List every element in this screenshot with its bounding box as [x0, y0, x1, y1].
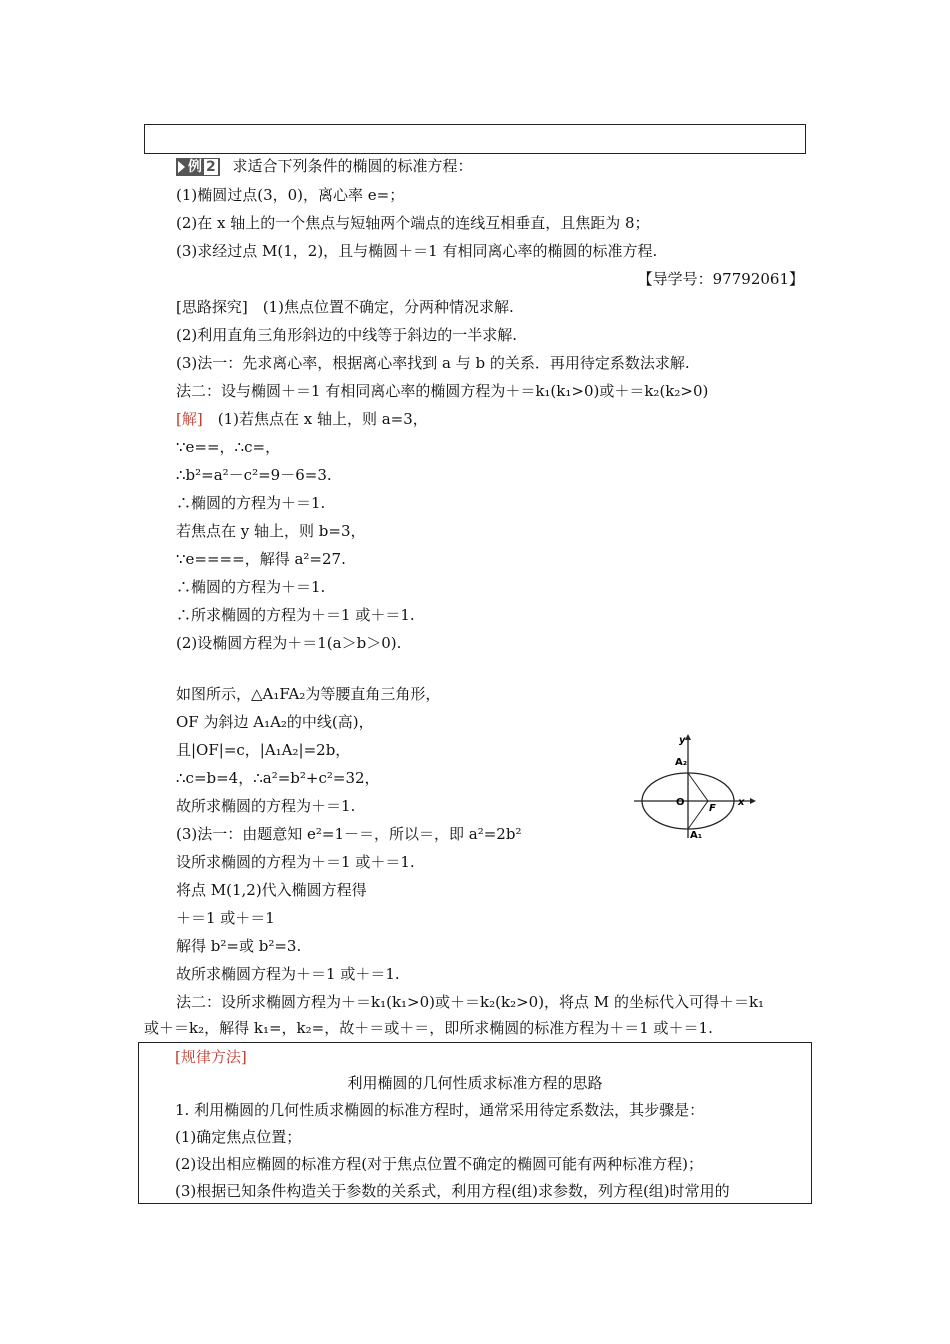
- label-x: x: [738, 797, 745, 808]
- analysis-line: [思路探究] (1)焦点位置不确定，分两种情况求解.: [176, 298, 514, 316]
- example-item: (2)在 x 轴上的一个焦点与短轴两个端点的连线互相垂直，且焦距为 8；: [176, 214, 650, 232]
- label-a1: A₁: [690, 830, 703, 841]
- part2-line: 如图所示，△A₁FA₂为等腰直角三角形，: [176, 685, 441, 703]
- part2-line: 解得 b²=或 b²=3.: [176, 937, 302, 955]
- part2-line: ＋＝1 或＋＝1: [176, 909, 275, 927]
- header-box: [144, 124, 806, 154]
- label-o: O: [676, 797, 685, 808]
- method-line: (1)确定焦点位置；: [175, 1128, 302, 1146]
- analysis-line: (3)法一：先求离心率，根据离心率找到 a 与 b 的关系．再用待定系数法求解.: [176, 354, 690, 372]
- part2-line: (3)法一：由题意知 e²=1－＝，所以＝，即 a²=2b²: [176, 825, 522, 843]
- solution-line: ∵e====，解得 a²=27.: [176, 550, 346, 568]
- method-line: (3)根据已知条件构造关于参数的关系式，利用方程(组)求参数，列方程(组)时常用的: [175, 1182, 730, 1200]
- part2-line: 将点 M(1,2)代入椭圆方程得: [176, 881, 367, 899]
- guide-number: 【导学号：97792061】: [637, 270, 804, 288]
- solution-line: 若焦点在 y 轴上，则 b=3，: [176, 522, 366, 540]
- solution-line: ∴b²=a²－c²=9－6=3.: [176, 466, 332, 484]
- method2-line: 法二：设所求椭圆方程为＋＝k₁(k₁>0)或＋＝k₂(k₂>0)，将点 M 的坐标代入可得＋＝k₁: [176, 993, 765, 1011]
- method-line: 1. 利用椭圆的几何性质求椭圆的标准方程时，通常采用待定系数法，其步骤是：: [175, 1101, 705, 1119]
- label-y: y: [679, 735, 686, 746]
- part2-line: 设所求椭圆的方程为＋＝1 或＋＝1.: [176, 853, 415, 871]
- solution-first-line: [176, 409, 428, 429]
- analysis-line: (2)利用直角三角形斜边的中线等于斜边的一半求解.: [176, 326, 518, 344]
- solution-line: ∴所求椭圆的方程为＋＝1 或＋＝1.: [176, 606, 415, 624]
- part2-line: ∴c=b=4，∴a²=b²+c²=32，: [176, 769, 380, 787]
- label-a2: A₂: [675, 757, 688, 768]
- label-f: F: [709, 803, 716, 814]
- ellipse-figure: [632, 734, 756, 842]
- method2-line: 或＋＝k₂，解得 k₁=，k₂=，故＋＝或＋＝，即所求椭圆的标准方程为＋＝1 或＋＝1.: [144, 1019, 713, 1037]
- solution-line: ∴椭圆的方程为＋＝1.: [176, 494, 326, 512]
- method-box: [138, 1042, 812, 1204]
- example-tag-number: 2: [206, 159, 216, 175]
- part2-line: OF 为斜边 A₁A₂的中线(高)，: [176, 713, 374, 731]
- example-tag-label: 例: [188, 159, 202, 175]
- solution-line: (2)设椭圆方程为＋＝1(a＞b＞0).: [176, 634, 402, 652]
- solution-line: ∴椭圆的方程为＋＝1.: [176, 578, 326, 596]
- example-prompt: 求适合下列条件的椭圆的标准方程：: [232, 157, 473, 175]
- example-item: (3)求经过点 M(1，2)，且与椭圆＋＝1 有相同离心率的椭圆的标准方程.: [176, 242, 658, 260]
- y-axis-arrow: [685, 734, 691, 740]
- solution-label: [解]: [176, 410, 203, 428]
- part2-line: 故所求椭圆方程为＋＝1 或＋＝1.: [176, 965, 400, 983]
- part2-line: 且|OF|=c，|A₁A₂|=2b，: [176, 741, 351, 759]
- method-line: (2)设出相应椭圆的标准方程(对于焦点位置不确定的椭圆可能有两种标准方程)；: [175, 1155, 703, 1173]
- example-heading: [176, 156, 473, 176]
- example-tag: [176, 158, 220, 176]
- part2-line: 故所求椭圆的方程为＋＝1.: [176, 797, 356, 815]
- analysis-line: 法二：设与椭圆＋＝1 有相同离心率的椭圆方程为＋＝k₁(k₁>0)或＋＝k₂(k₂>0): [176, 382, 709, 400]
- method-title: [规律方法]: [175, 1048, 247, 1066]
- example-item: (1)椭圆过点(3，0)，离心率 e=；: [176, 186, 405, 204]
- x-axis-arrow: [750, 798, 756, 804]
- solution-line: ∵e==，∴c=，: [176, 438, 281, 456]
- solution-first-text: (1)若焦点在 x 轴上，则 a=3，: [202, 410, 428, 428]
- method-heading: 利用椭圆的几何性质求标准方程的思路: [347, 1074, 603, 1092]
